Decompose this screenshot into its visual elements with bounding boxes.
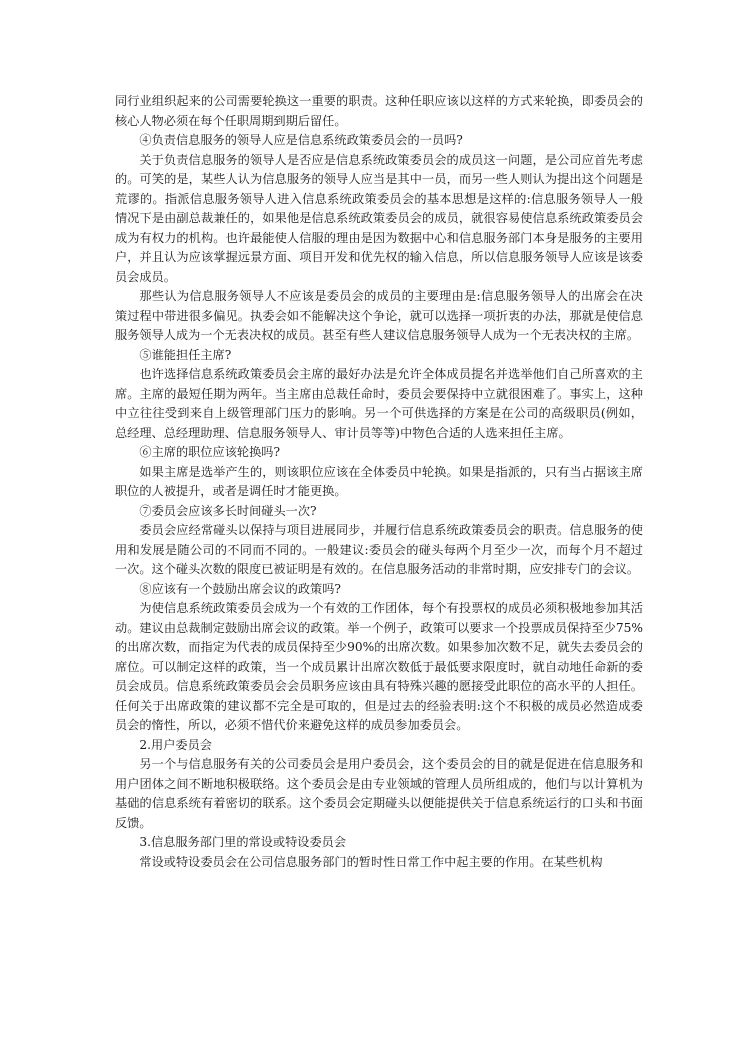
heading-q5-chair: ⑤谁能担任主席?: [139, 347, 232, 362]
heading-q4-leader-member: ④负责信息服务的领导人应是信息系统政策委员会的一员吗?: [139, 133, 463, 147]
heading-user-committee: 2.用户委员会: [139, 737, 212, 752]
paragraph-attendance-policy: 为使信息系统政策委员会成为一个有效的工作团体，每个有投票权的成员必须积极地参加其活动。建议由总裁制定鼓励出席会议的政策。举一个例子，政策可以要求一个投票成员保持至少75%的出席次数，而指定为代表的成员保持至少90%的出席次数。如果参加次数不足，就失去委员会的席位。可以制定这样的政策，当一个成员累计出席次数低于最低要求限度时，就自动地任命新的委员会成员。信息系统政策委员会会员职务应该由具有特殊兴趣的愿接受此职位的高水平的人担任。任何关于出席政策的建议都不完全是可取的，但是过去的经验表明:这个不积极的成员必然造成委员会的惰性，所以，必须不惜代价来避免这样的成员参加委员会。: [115, 601, 643, 732]
paragraph-chair-selection: 也许选择信息系统政策委员会主席的最好办法是允许全体成员提名并选举他们自己所喜欢的主席。主席的最短任期为两年。当主席由总裁任命时，委员会要保持中立就很困难了。事实上，这种中立往往受到来自上级管理部门压力的影响。另一个可供选择的方案是在公司的高级职员(例如，总经理、总经理助理、信息服务领导人、审计员等等)中物色合适的人选来担任主席。: [115, 367, 643, 440]
heading-q6-chair-rotation: ⑥主席的职位应该轮换吗?: [139, 445, 280, 459]
paragraph-chair-rotation: 如果主席是选举产生的，则该职位应该在全体委员中轮换。如果是指派的，只有当占据该主席职位的人被提升，或者是调任时才能更换。: [115, 464, 643, 498]
paragraph-standing-committee: 常设或特设委员会在公司信息服务部门的暂时性日常工作中起主要的作用。在某些机构: [139, 854, 603, 869]
paragraph-leader-member-con: 那些认为信息服务领导人不应该是委员会的成员的主要理由是:信息服务领导人的出席会在决策过程中带进很多偏见。执委会如不能解决这个争论，就可以选择一项折衷的办法，那就是使信息服务领导人成为一个无表决权的成员。甚至有些人建议信息服务领导人成为一个无表决权的主席。: [115, 289, 643, 342]
paragraph-user-committee: 另一个与信息服务有关的公司委员会是用户委员会，这个委员会的目的就是促进在信息服务和用户团体之间不断地积极联络。这个委员会是由专业领域的管理人员所组成的，他们与以计算机为基础的信息系统有着密切的联系。这个委员会定期碰头以便能提供关于信息系统运行的口头和书面反馈。: [115, 757, 643, 830]
heading-q8-attendance-policy: ⑧应该有一个鼓励出席会议的政策吗?: [139, 581, 341, 596]
heading-q7-meeting-frequency: ⑦委员会应该多长时间碰头一次?: [139, 503, 317, 518]
heading-standing-committee: 3.信息服务部门里的常设或特设委员会: [139, 835, 347, 849]
paragraph-leader-member-pro: 关于负责信息服务的领导人是否应是信息系统政策委员会的成员这一问题，是公司应首先考虑的。可笑的是，某些人认为信息服务的领导人应当是其中一员，而另一些人则认为提出这个问题是荒谬的。指派信息服务领导人进入信息系统政策委员会的基本思想是这样的:信息服务领导人一般情况下是由副总裁兼任的，如果他是信息系统政策委员会的成员，就很容易使信息系统政策委员会成为有权力的机构。也许最能使人信服的理由是因为数据中心和信息服务部门本身是服务的主要用户，并且认为应该掌握远景方面、项目开发和优先权的输入信息，所以信息服务领导人应该是该委员会成员。: [115, 152, 643, 284]
document-page: [115, 92, 643, 872]
paragraph-meeting-frequency: 委员会应经常碰头以保持与项目进展同步，并履行信息系统政策委员会的职责。信息服务的使用和发展是随公司的不同而不同的。一般建议:委员会的碰头每两个月至少一次，而每个月不超过一次。这个碰头次数的限度已被证明是有效的。在信息服务活动的非常时期，应安排专门的会议。: [115, 523, 643, 576]
paragraph-rotation-intro: 同行业组织起来的公司需要轮换这一重要的职责。这种任职应该以这样的方式来轮换，即委员会的核心人物必须在每个任职周期到期后留任。: [115, 94, 643, 128]
